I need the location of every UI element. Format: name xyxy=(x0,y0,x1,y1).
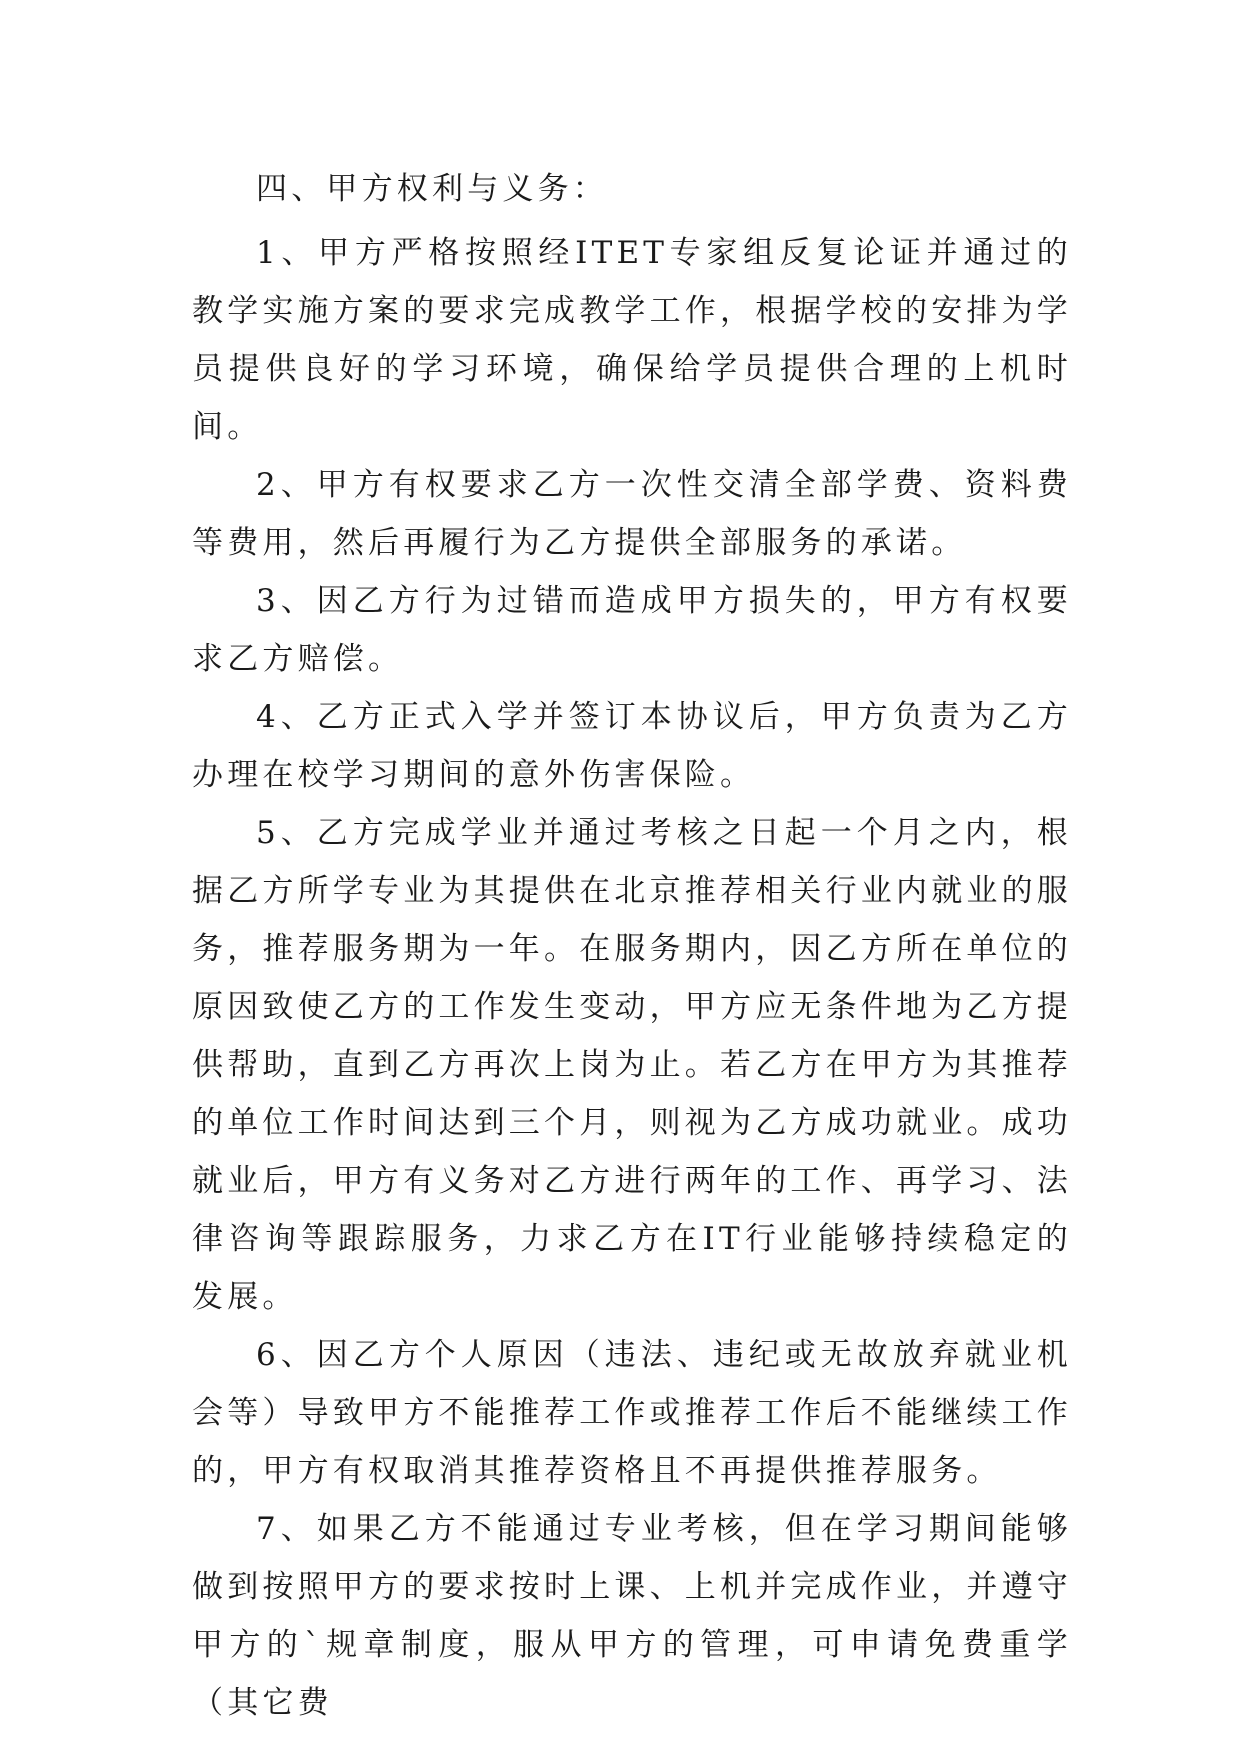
clause-5: 5、乙方完成学业并通过考核之日起一个月之内，根据乙方所学专业为其提供在北京推荐相关行业内就业的服务，推荐服务期为一年。在服务期内，因乙方所在单位的原因致使乙方的工作发生变动，甲方应无条件地为乙方提供帮助，直到乙方再次上岗为止。若乙方在甲方为其推荐的单位工作时间达到三个月，则视为乙方成功就业。成功就业后，甲方有义务对乙方进行两年的工作、再学习、法律咨询等跟踪服务，力求乙方在IT行业能够持续稳定的发展。 xyxy=(192,815,1072,1315)
clause-4: 4、乙方正式入学并签订本协议后，甲方负责为乙方办理在校学习期间的意外伤害保险。 xyxy=(192,699,1072,793)
clause-2: 2、甲方有权要求乙方一次性交清全部学费、资料费等费用，然后再履行为乙方提供全部服务的承诺。 xyxy=(192,467,1072,561)
clause-7: 7、如果乙方不能通过专业考核，但在学习期间能够做到按照甲方的要求按时上课、上机并完成作业，并遵守甲方的`规章制度，服从甲方的管理，可申请免费重学（其它费 xyxy=(192,1511,1072,1721)
clause-3: 3、因乙方行为过错而造成甲方损失的，甲方有权要求乙方赔偿。 xyxy=(192,583,1072,677)
section-heading: 四、甲方权利与义务： xyxy=(256,171,608,207)
document-body xyxy=(192,160,1072,1732)
clause-1: 1、甲方严格按照经ITET专家组反复论证并通过的教学实施方案的要求完成教学工作，根据学校的安排为学员提供良好的学习环境，确保给学员提供合理的上机时间。 xyxy=(192,235,1072,445)
clause-6: 6、因乙方个人原因（违法、违纪或无故放弃就业机会等）导致甲方不能推荐工作或推荐工作后不能继续工作的，甲方有权取消其推荐资格且不再提供推荐服务。 xyxy=(192,1337,1072,1489)
